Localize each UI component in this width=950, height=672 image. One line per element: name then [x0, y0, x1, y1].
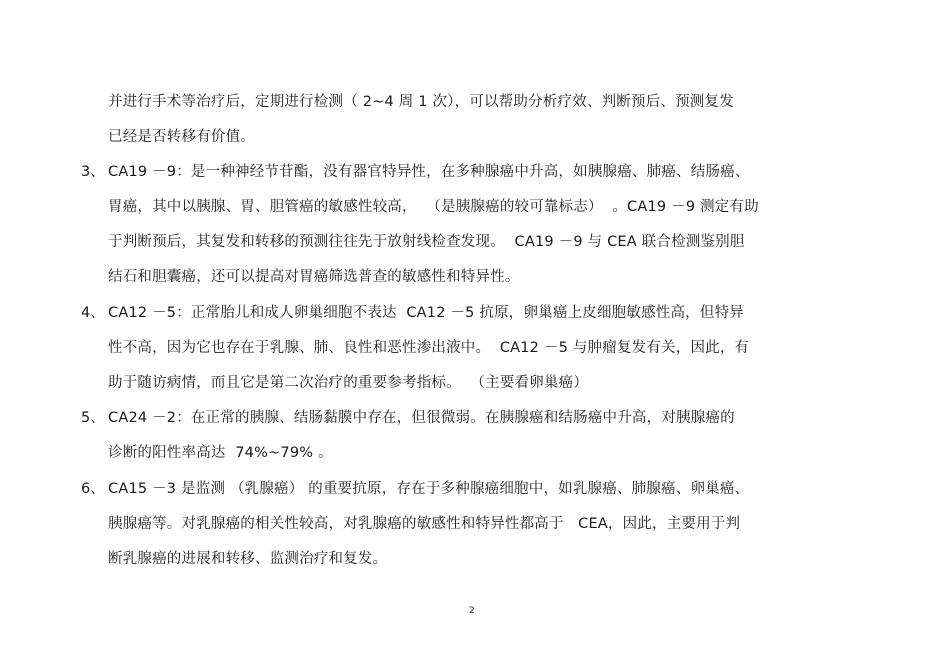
text-line: CA15 －3 是监测 （乳腺癌） 的重要抗原，存在于多种腺癌细胞中，如乳腺癌、肺腺癌、卵巢癌、	[108, 481, 750, 497]
text-line: 胃癌，其中以胰腺、胃、胆管癌的敏感性较高， （是胰腺癌的较可靠标志） 。CA19 －9 测定有助	[108, 199, 759, 215]
text-line: 性不高，因为它也存在于乳腺、肺、良性和恶性渗出液中。 CA12 －5 与肿瘤复发有关，因此，有	[108, 340, 750, 356]
item-number: 5、	[81, 410, 105, 426]
text-line: 并进行手术等治疗后，定期进行检测（ 2~4 周 1 次），可以帮助分析疗效、判断预后、预测复发	[108, 94, 734, 110]
text-line: 诊断的阳性率高达 74%~79% 。	[108, 445, 333, 461]
item-number: 3、	[81, 164, 105, 180]
text-line: 已经是否转移有价值。	[108, 129, 255, 145]
text-line: 助于随访病情，而且它是第二次治疗的重要参考指标。 （主要看卵巢癌）	[108, 375, 589, 391]
item-number: 4、	[81, 305, 105, 321]
text-line: CA24 －2：在正常的胰腺、结肠黏膜中存在，但很微弱。在胰腺癌和结肠癌中升高，对胰腺癌的	[108, 410, 735, 426]
text-line: 于判断预后，其复发和转移的预测往往先于放射线检查发现。 CA19 －9 与 CEA 联合检测鉴别胆	[108, 234, 745, 250]
text-line: 胰腺癌等。对乳腺癌的相关性较高，对乳腺癌的敏感性和特异性都高于 CEA，因此，主要用于判	[108, 516, 741, 532]
text-line: CA12 －5：正常胎儿和成人卵巢细胞不表达 CA12 －5 抗原，卵巢癌上皮细胞敏感性高，但特异	[108, 305, 744, 321]
text-line: CA19 －9：是一种神经节苷酯，没有器官特异性，在多种腺癌中升高，如胰腺癌、肺癌、结肠癌、	[108, 164, 750, 180]
page-number: 2	[469, 606, 475, 616]
item-number: 6、	[81, 481, 105, 497]
text-line: 断乳腺癌的进展和转移、监测治疗和复发。	[108, 551, 388, 567]
text-line: 结石和胆囊癌，还可以提高对胃癌筛选普查的敏感性和特异性。	[108, 269, 520, 285]
